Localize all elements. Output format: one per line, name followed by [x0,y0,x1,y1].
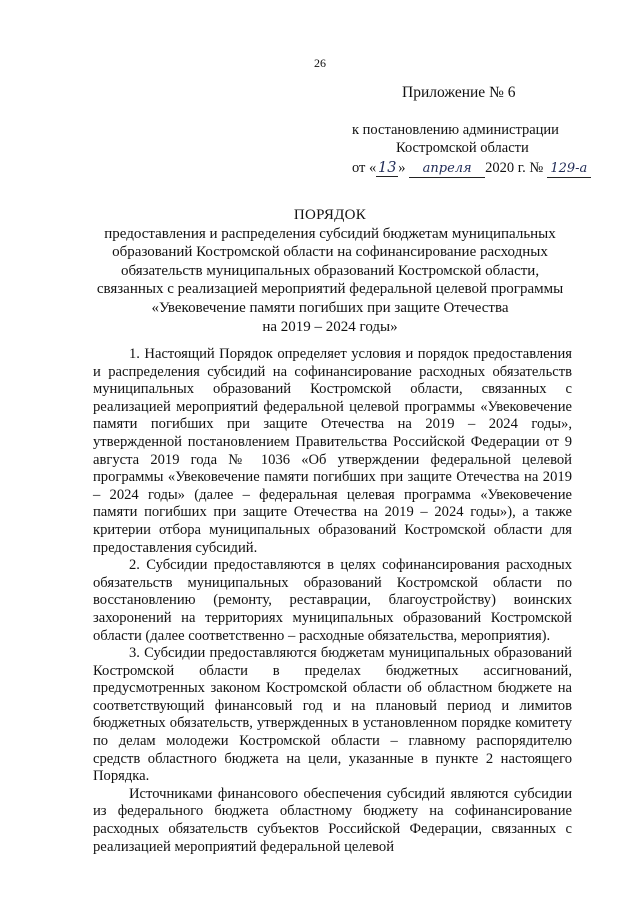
paragraph-3: 3. Субсидии предоставляются бюджетам муниципальных образований Костромской области в пределах бюджетных ассигнований, предусмотренных законом Костромской области об областном бюджете на соответствующий финансовый год и на плановый период и лимитов бюджетных обязательств, утвержденных в установленном порядке комитету по делам молодежи Костромской области – главному распорядителю средств областного бюджета на цели, указанные в пункте 2 настоящего Порядка. [93,645,572,785]
year-text: 2020 г. № [485,160,544,176]
subtitle-line: образований Костромской области на софинансирование расходных [112,244,548,261]
subtitle-line: «Увековечение памяти погибших при защите Отечества [151,299,509,316]
paragraph-2: 2. Субсидии предоставляются в целях софинансирования расходных обязательств муниципальных образований Костромской области по восстановлению (ремонту, реставрации, благоустройству) воинских захоронений на территориях муниципальных образований Костромской области (далее соответственно – расходные обязательства, мероприятия). [93,557,572,644]
paragraph-4: Источниками финансового обеспечения субсидий являются субсидии из федерального бюджета областному бюджету на софинансирование расходных обязательств субъектов Российской Федерации, связанных с реализацией мероприятий федеральной целевой [93,785,572,855]
paragraph-1: 1. Настоящий Порядок определяет условия и порядок предоставления и распределения субсидий на софинансирование расходных обязательств муниципальных образований Костромской области, связанных с реализацией мероприятий федеральной целевой программы «Увековечение памяти погибших при защите Отечества на 2019 – 2024 годы», утвержденной постановлением Правительства Российской Федерации от 9 августа 2019 года № 1036 «Об утверждении федеральной целевой программы «Увековечение памяти погибших при защите Отечества на 2019 – 2024 годы» (далее – федеральная целевая программа «Увековечение памяти погибших при защите Отечества на 2019 – 2024 годы»), а также критерии отбора муниципальных образований Костромской области для предоставления субсидий. [93,346,572,556]
decree-line-2: Костромской области [396,140,529,156]
page-number: 26 [314,56,326,70]
decree-date-line [352,159,588,178]
decree-line-1: к постановлению администрации [352,122,559,138]
subtitle-line: на 2019 – 2024 годы» [262,318,398,335]
handwritten-day: 13 [378,160,397,176]
document-body [93,346,572,856]
appendix-label: Приложение № 6 [402,84,516,101]
subtitle-line: предоставления и распределения субсидий бюджетам муниципальных [104,225,556,242]
handwritten-month: апреля [409,161,485,178]
date-prefix: от « [352,160,377,176]
decree-reference [352,121,588,178]
subtitle-line: обязательств муниципальных образований Костромской области, [120,262,540,279]
handwritten-number: 129-а [547,161,591,178]
subtitle-line: связанных с реализацией мероприятий федеральной целевой программы [96,281,564,298]
document-heading [90,206,570,336]
document-title: ПОРЯДОК [293,207,367,223]
date-mid: » [398,160,406,176]
